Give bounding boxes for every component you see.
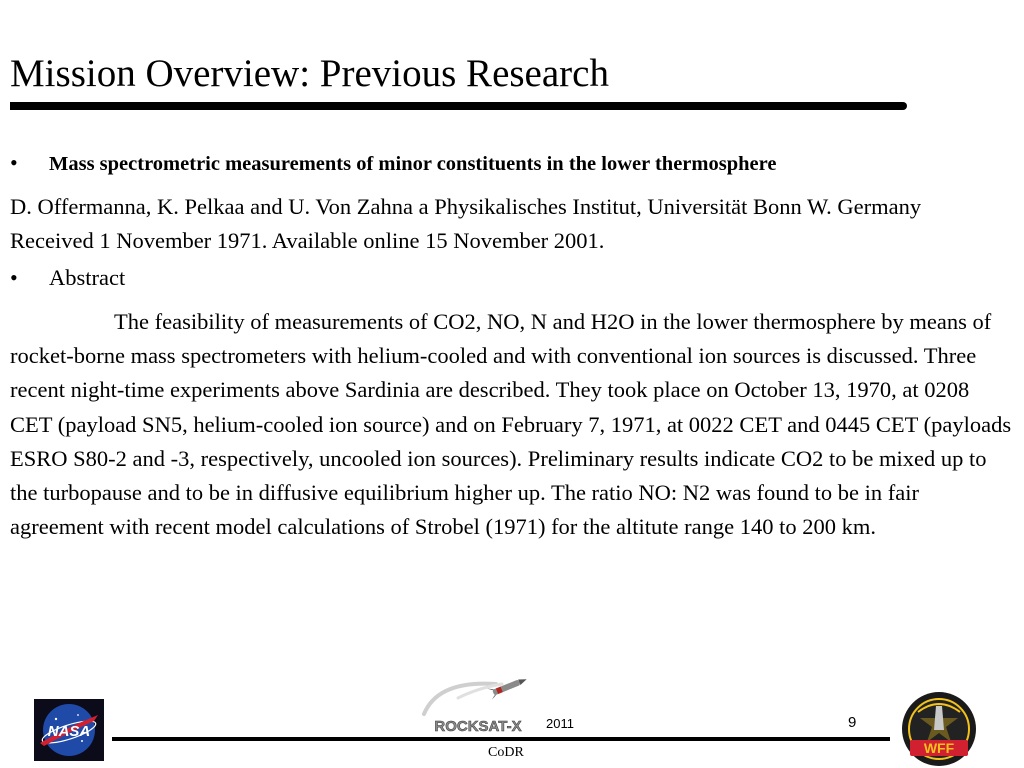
footer-rule: [112, 737, 890, 741]
svg-text:ROCKSAT-X: ROCKSAT-X: [434, 718, 522, 735]
bullet-paper-title: [10, 150, 776, 176]
title-underline: [10, 102, 907, 110]
rocksat-x-logo-icon: [418, 674, 538, 738]
bullet-glyph: •: [10, 150, 18, 175]
svg-text:NASA: NASA: [47, 723, 91, 740]
authors-line: D. Offermanna, K. Pelkaa and U. Von Zahna a Physikalisches Institut, Universität Bonn W. Germany Received 1 November 1971. Available online 15 November 2001.: [10, 194, 922, 253]
wff-logo: [900, 690, 978, 768]
page-number: 9: [848, 714, 857, 731]
paper-title: Mass spectrometric measurements of minor constituents in the lower thermosphere: [49, 153, 777, 175]
nasa-logo: [34, 699, 104, 761]
rocksat-logo: [418, 674, 538, 738]
nasa-meatball-icon: [34, 699, 104, 761]
svg-text:WFF: WFF: [923, 740, 955, 756]
footer-year: 2011: [546, 716, 574, 731]
bullet-abstract: [10, 265, 125, 291]
wff-mission-patch-icon: [900, 690, 978, 768]
footer-label: CoDR: [488, 745, 524, 760]
bullet-glyph: •: [10, 265, 18, 290]
abstract-body: The feasibility of measurements of CO2, NO, N and H2O in the lower thermosphere by means of rocket-borne mass spectrometers with helium-cooled and with conventional ion sources is discussed. Three recent night-time experiments above Sardinia are described. They took place on October 13, 1970, at 0208 CET (payload SN5, helium-cooled ion source) and on February 7, 1971, at 0022 CET and 0445 CET (payloads ESRO S80-2 and -3, respectively, uncooled ion sources). Preliminary results indicate CO2 to be mixed up to the turbopause and to be in diffusive equilibrium higher up. The ratio NO: N2 was found to be in fair agreement with recent model calculations of Strobel (1971) for the altitute range 140 to 200 km.: [10, 309, 1012, 540]
abstract-heading: Abstract: [49, 265, 126, 290]
slide-title: Mission Overview: Previous Research: [10, 52, 609, 95]
